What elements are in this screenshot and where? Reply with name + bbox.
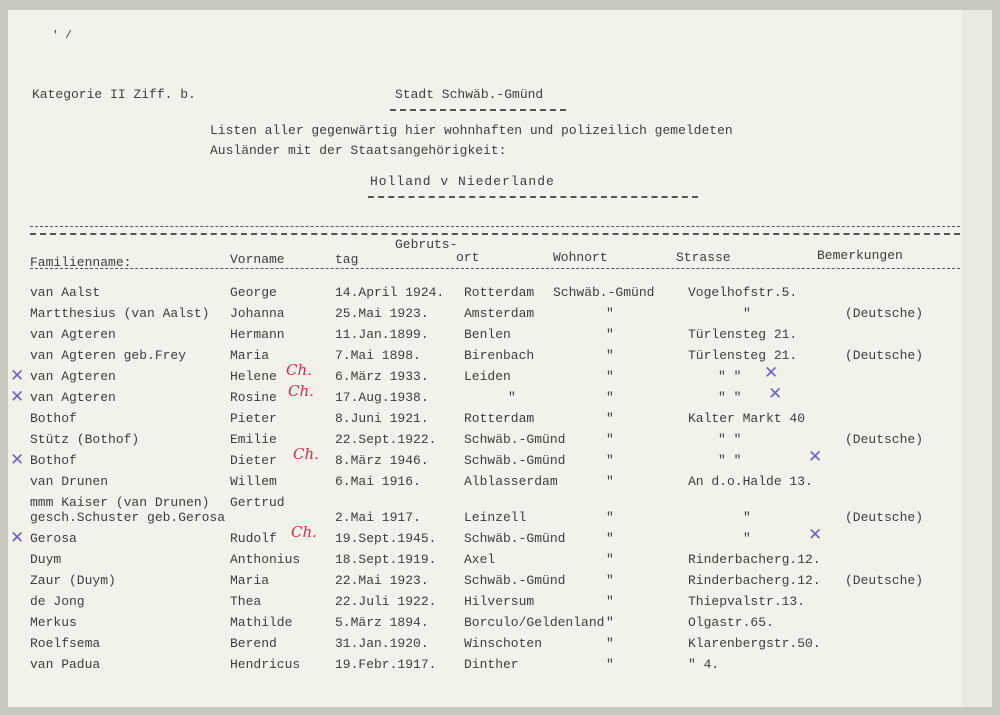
cell-tag: 31.Jan.1920. [335, 636, 429, 651]
remark-cross-icon: ✕ [808, 525, 823, 545]
cell-vorname: Dieter [230, 453, 277, 468]
cell-wohnort: " [606, 390, 614, 405]
cell-vorname: Maria [230, 573, 270, 588]
cell-vorname: Rosine [230, 390, 277, 405]
nationality-underline [368, 196, 698, 198]
cell-tag: 7.Mai 1898. [335, 348, 421, 363]
cell-vorname: George [230, 285, 277, 300]
cell-strasse: " " [718, 432, 742, 447]
header-rule-bottom [30, 268, 960, 269]
cell-name: gesch.Schuster geb.Gerosa [30, 510, 226, 525]
cell-wohnort: " [606, 306, 614, 321]
cell-name: de Jong [30, 594, 85, 609]
cell-name: mmm Kaiser (van Drunen) [30, 495, 210, 510]
cell-ort: Amsterdam [464, 306, 535, 321]
cell-name: Zaur (Duym) [30, 573, 116, 588]
cell-strasse: Vogelhofstr.5. [688, 285, 798, 300]
header-rule-top-2 [30, 233, 960, 235]
cell-wohnort: " [606, 474, 614, 489]
cell-strasse: Türlensteg 21. [688, 348, 798, 363]
cell-tag: 8.März 1946. [335, 453, 429, 468]
cell-strasse: An d.o.Halde 13. [688, 474, 813, 489]
header-rule-top [30, 226, 960, 227]
cell-bem: (Deutsche) [845, 510, 924, 525]
cell-ort: Rotterdam [464, 285, 535, 300]
cell-strasse: " " [718, 453, 742, 468]
cell-name: Stütz (Bothof) [30, 432, 140, 447]
cell-vorname: Willem [230, 474, 277, 489]
cell-name: van Padua [30, 657, 101, 672]
cell-tag: 2.Mai 1917. [335, 510, 421, 525]
cell-strasse: Olgastr.65. [688, 615, 774, 630]
cell-tag: 17.Aug.1938. [335, 390, 429, 405]
cell-ort: Axel [464, 552, 496, 567]
cell-bem: (Deutsche) [845, 348, 924, 363]
cell-strasse: " [743, 306, 751, 321]
cell-name: Merkus [30, 615, 77, 630]
cell-vorname: Gertrud [230, 495, 285, 510]
remark-cross-icon: ✕ [764, 363, 779, 383]
cell-ort: Leinzell [464, 510, 527, 525]
cell-ort: Leiden [464, 369, 511, 384]
cell-bem: (Deutsche) [845, 573, 924, 588]
cell-name: Bothof [30, 453, 77, 468]
handwritten-note: Ch. [293, 445, 319, 463]
cell-strasse: Thiepvalstr.13. [688, 594, 806, 609]
remark-cross-icon: ✕ [768, 384, 783, 404]
cell-name: Gerosa [30, 531, 77, 546]
cell-tag: 22.Sept.1922. [335, 432, 437, 447]
cell-wohnort: " [606, 636, 614, 651]
cell-tag: 6.Mai 1916. [335, 474, 421, 489]
cell-wohnort: " [606, 657, 614, 672]
cell-name: van Drunen [30, 474, 109, 489]
cell-strasse: " [743, 531, 751, 546]
cell-wohnort: " [606, 573, 614, 588]
cell-tag: 18.Sept.1919. [335, 552, 437, 567]
cell-ort: Birenbach [464, 348, 535, 363]
cell-tag: 11.Jan.1899. [335, 327, 429, 342]
nationality-heading: Holland v Niederlande [370, 174, 555, 189]
cell-wohnort: " [606, 531, 614, 546]
cell-vorname: Maria [230, 348, 270, 363]
cell-ort: Rotterdam [464, 411, 535, 426]
cell-strasse: " " [718, 390, 742, 405]
cell-name: Duym [30, 552, 62, 567]
city-heading: Stadt Schwäb.-Gmünd [395, 87, 544, 102]
cell-strasse: Rinderbacherg.12. [688, 573, 821, 588]
cell-tag: 8.Juni 1921. [335, 411, 429, 426]
cell-ort: Winschoten [464, 636, 543, 651]
cell-vorname: Berend [230, 636, 277, 651]
cell-ort: Dinther [464, 657, 519, 672]
cell-tag: 19.Sept.1945. [335, 531, 437, 546]
cell-strasse: " 4. [688, 657, 720, 672]
col-wohnort: Wohnort [553, 250, 608, 265]
cell-strasse: Rinderbacherg.12. [688, 552, 821, 567]
cell-wohnort: " [606, 453, 614, 468]
col-strasse: Strasse [676, 250, 731, 265]
cell-vorname: Hermann [230, 327, 285, 342]
cell-vorname: Thea [230, 594, 262, 609]
cell-vorname: Pieter [230, 411, 277, 426]
cell-wohnort: " [606, 552, 614, 567]
intro-line-1: Listen aller gegenwärtig hier wohnhaften und polizeilich gemeldeten [210, 123, 733, 138]
cell-wohnort: " [606, 510, 614, 525]
cell-bem: (Deutsche) [845, 306, 924, 321]
corner-marks: ' / [52, 30, 72, 42]
category-label: Kategorie II Ziff. b. [32, 87, 196, 102]
cell-tag: 6.März 1933. [335, 369, 429, 384]
col-bemerkungen: Bemerkungen [817, 248, 903, 263]
cell-strasse: Klarenbergstr.50. [688, 636, 821, 651]
cell-ort: Borculo/Geldenland [464, 615, 605, 630]
handwritten-note: Ch. [288, 382, 314, 400]
cell-ort: Alblasserdam [464, 474, 558, 489]
cell-vorname: Mathilde [230, 615, 293, 630]
cell-name: van Agteren [30, 369, 116, 384]
margin-cross-icon: ✕ [10, 528, 25, 548]
cell-tag: 25.Mai 1923. [335, 306, 429, 321]
intro-line-2: Ausländer mit der Staatsangehörigkeit: [210, 143, 507, 158]
cell-name: Roelfsema [30, 636, 101, 651]
cell-vorname: Johanna [230, 306, 285, 321]
cell-ort: Benlen [464, 327, 511, 342]
document-page [8, 10, 992, 707]
cell-ort: Schwäb.-Gmünd [464, 573, 566, 588]
col-familienname: Familienname: [30, 255, 132, 270]
margin-cross-icon: ✕ [10, 366, 25, 386]
city-underline [390, 109, 566, 111]
cell-name: van Agteren [30, 390, 116, 405]
cell-name: Bothof [30, 411, 77, 426]
cell-ort: Schwäb.-Gmünd [464, 432, 566, 447]
col-ort: ort [456, 250, 480, 265]
cell-ort: Schwäb.-Gmünd [464, 453, 566, 468]
cell-tag: 19.Febr.1917. [335, 657, 437, 672]
cell-vorname: Helene [230, 369, 277, 384]
cell-ort: Schwäb.-Gmünd [464, 531, 566, 546]
cell-ort: " [508, 390, 516, 405]
cell-tag: 14.April 1924. [335, 285, 445, 300]
handwritten-note: Ch. [286, 361, 312, 379]
handwritten-note: Ch. [291, 523, 317, 541]
cell-vorname: Rudolf [230, 531, 277, 546]
cell-wohnort: " [606, 411, 614, 426]
cell-strasse: Türlensteg 21. [688, 327, 798, 342]
margin-cross-icon: ✕ [10, 450, 25, 470]
cell-wohnort: " [606, 594, 614, 609]
cell-tag: 22.Mai 1923. [335, 573, 429, 588]
cell-tag: 5.März 1894. [335, 615, 429, 630]
remark-cross-icon: ✕ [808, 447, 823, 467]
cell-wohnort: " [606, 432, 614, 447]
cell-wohnort: " [606, 348, 614, 363]
cell-ort: Hilversum [464, 594, 535, 609]
cell-bem: (Deutsche) [845, 432, 924, 447]
cell-strasse: " [743, 510, 751, 525]
col-vorname: Vorname [230, 252, 285, 267]
cell-wohnort: " [606, 369, 614, 384]
cell-name: van Agteren geb.Frey [30, 348, 187, 363]
cell-wohnort: " [606, 327, 614, 342]
cell-name: Martthesius (van Aalst) [30, 306, 210, 321]
col-geburts: Gebruts- [395, 237, 458, 252]
cell-wohnort: " [606, 615, 614, 630]
margin-cross-icon: ✕ [10, 387, 25, 407]
cell-vorname: Anthonius [230, 552, 301, 567]
cell-name: van Aalst [30, 285, 101, 300]
page-edge-shade [962, 10, 992, 707]
cell-tag: 22.Juli 1922. [335, 594, 437, 609]
col-tag: tag [335, 252, 359, 267]
cell-strasse: " " [718, 369, 742, 384]
cell-vorname: Emilie [230, 432, 277, 447]
cell-vorname: Hendricus [230, 657, 301, 672]
cell-wohnort: Schwäb.-Gmünd [553, 285, 655, 300]
cell-name: van Agteren [30, 327, 116, 342]
cell-strasse: Kalter Markt 40 [688, 411, 806, 426]
